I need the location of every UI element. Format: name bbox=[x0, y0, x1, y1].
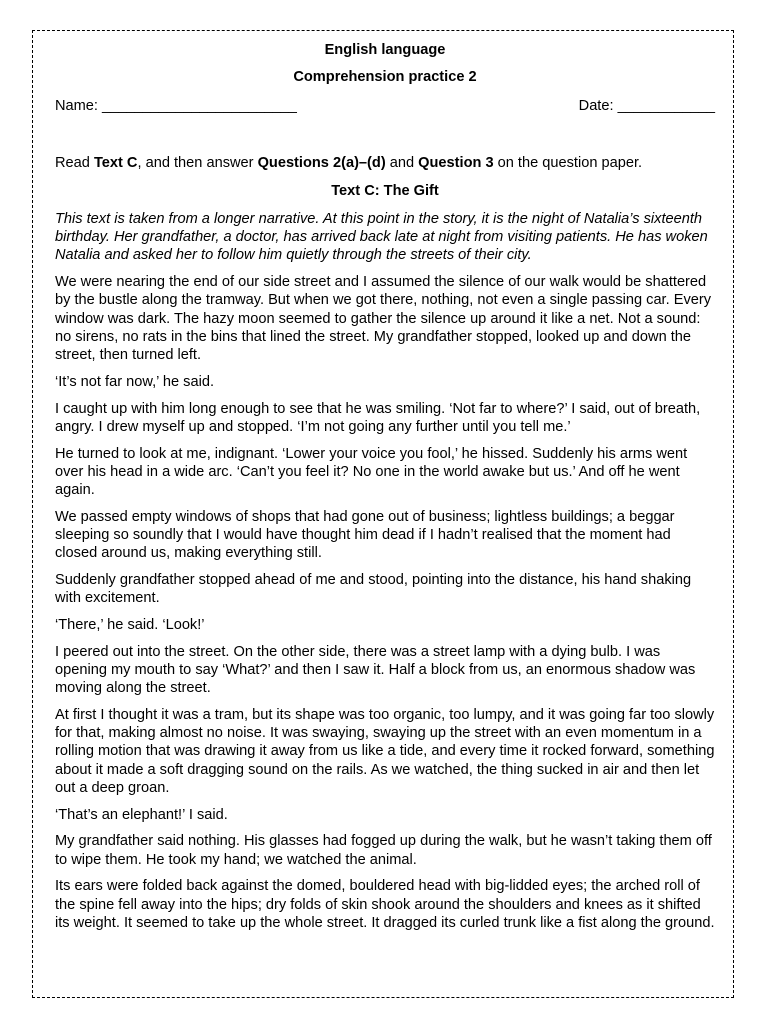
instr-part3: and bbox=[385, 154, 419, 171]
text-title: Text C: The Gift bbox=[331, 182, 439, 199]
name-field[interactable]: Name: ________________________ bbox=[55, 98, 297, 115]
name-date-row bbox=[55, 97, 715, 115]
intro-paragraph: This text is taken from a longer narrative. At this point in the story, it is the night of Natalia’s sixteenth birthday. Her grandfather, a doctor, has arrived back late at night from visiting patients. He has woken Natalia and asked her to follow him quietly through the streets of their city. bbox=[55, 211, 708, 264]
paragraph: My grandfather said nothing. His glasses had fogged up during the walk, but he wasn’t taking them off to wipe them. He took my hand; we watched the animal. bbox=[55, 833, 712, 868]
document-body bbox=[55, 41, 715, 932]
instructions bbox=[55, 154, 715, 172]
paragraph: He turned to look at me, indignant. ‘Lower your voice you fool,’ he hissed. Suddenly his arms went over his head in a wide arc. ‘Can’t you feel it? No one in the world awake but us.’ And off he went again. bbox=[55, 445, 688, 499]
paragraph: Its ears were folded back against the domed, bouldered head with big-lidded eyes; the arched roll of the spine fell away into the hips; dry folds of skin shook around the shoulders and knees as it shifted its weight. It seemed to take up the whole street. It dragged its curled trunk like a fist along the ground. bbox=[55, 878, 715, 931]
paragraph: ‘It’s not far now,’ he said. bbox=[55, 373, 214, 390]
instr-part1: Read bbox=[55, 154, 94, 171]
paragraph: ‘That’s an elephant!’ I said. bbox=[55, 806, 228, 823]
instr-text-c: Text C bbox=[93, 154, 138, 171]
instr-part4: on the question paper. bbox=[493, 154, 643, 171]
paragraph: Suddenly grandfather stopped ahead of me and stood, pointing into the distance, his hand shaking with excitement. bbox=[55, 572, 692, 607]
instr-part2: , and then answer bbox=[137, 154, 258, 171]
paragraph: I peered out into the street. On the other side, there was a street lamp with a dying bulb. I was opening my mouth to say ‘What?’ and then I saw it. Half a block from us, an enormous shadow was moving along the street. bbox=[55, 643, 696, 697]
document-title: English language bbox=[324, 42, 446, 58]
instr-questions-a: Questions 2(a)–(d) bbox=[257, 154, 386, 171]
paragraph: We were nearing the end of our side street and I assumed the silence of our walk would be shattered by the bustle along the tramway. But when we got there, nothing, not even a single passing car. Every window was dark. The hazy moon seemed to gather the silence up around it like a net. Not a sound: no sirens, no rats in the bins that lined the street. My grandfather stopped, looked up and down the street, then turned left. bbox=[55, 274, 712, 364]
paragraph: At first I thought it was a tram, but its shape was too organic, too lumpy, and it was going far too slowly for that, making almost no noise. It was swaying, swaying up the street with an even momentum in a rolling motion that was drawing it away from us like a tide, and every time it rocked forward, something about it made a soft dragging sound on the rails. As we watched, the thing sucked in air and then let out a deep groan. bbox=[55, 707, 715, 796]
paragraph: We passed empty windows of shops that had gone out of business; lightless buildings; a beggar sleeping so soundly that I would have thought him dead if I hadn’t realised that the moment had closed around us, making everything still. bbox=[55, 508, 675, 562]
date-field[interactable]: Date: ____________ bbox=[578, 98, 715, 115]
instr-question-3: Question 3 bbox=[418, 154, 494, 171]
paragraph: I caught up with him long enough to see that he was smiling. ‘Not far to where?’ I said, out of breath, angry. I drew myself up and stopped. ‘I’m not going any further until you tell me.’ bbox=[55, 400, 701, 435]
paragraph: ‘There,’ he said. ‘Look!’ bbox=[55, 617, 205, 634]
document-subtitle: Comprehension practice 2 bbox=[293, 69, 477, 86]
